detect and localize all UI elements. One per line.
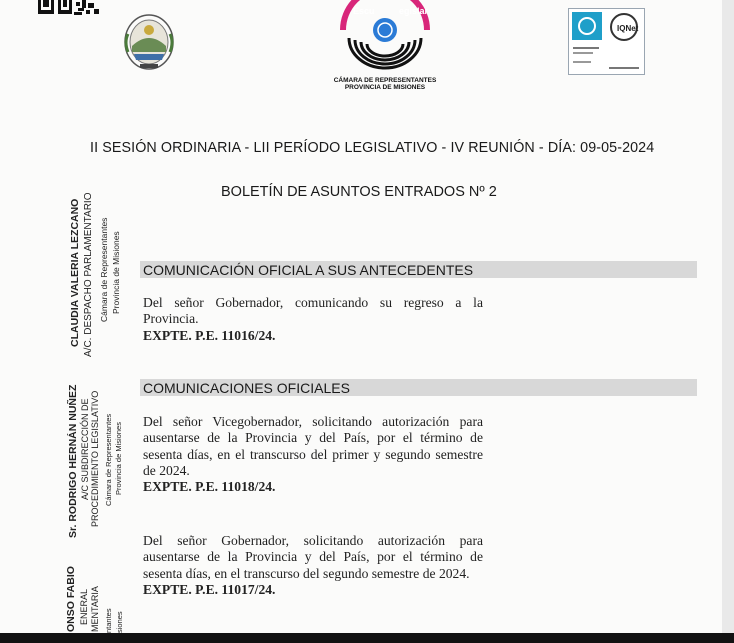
svg-text:IQNet: IQNet <box>617 24 639 33</box>
stamp-role-line1: A/C SUBDIRECCIÓN DE <box>80 398 90 500</box>
stamp-org-line1: ntantes <box>104 608 113 633</box>
chamber-logo-icon <box>335 0 435 70</box>
stamp-role-line2: MENTARIA <box>90 586 100 632</box>
page-edge-bottom <box>0 633 734 643</box>
stamp-name: CLAUDIA VALERIA LEZCANO <box>69 198 81 347</box>
section-title: COMUNICACIÓN OFICIAL A SUS ANTECEDENTES <box>143 262 474 278</box>
stamp-role-line2: PROCEDIMIENTO LEGISLATIVO <box>90 390 100 527</box>
stamp-name: ONSO FABIO <box>65 566 77 632</box>
stamp-org-line1: Cámara de Representantes <box>99 217 109 322</box>
entry-text: Del señor Gobernador, solicitando autorización para ausentarse de la Provincia y del País, por el término de sesenta días, en el transcurso del segundo semestre de 2024. <box>143 533 483 581</box>
stamp-role: A/C. DESPACHO PARLAMENTARIO <box>83 192 94 357</box>
certification-seal-icon <box>568 8 645 75</box>
bulletin-title: BOLETÍN DE ASUNTOS ENTRADOS Nº 2 <box>221 184 497 200</box>
stamp-org-line2: Provincia de Misiones <box>114 422 123 495</box>
svg-text:egislar: egislar <box>399 6 429 16</box>
entry-expte: EXPTE. P.E. 11018/24. <box>143 479 276 495</box>
section-header <box>140 261 697 278</box>
chamber-name-line2: PROVINCIA DE MISIONES <box>344 84 426 91</box>
chamber-name <box>300 77 470 91</box>
chamber-name-line1: CÁMARA DE REPRESENTANTES <box>333 77 437 84</box>
qr-code-icon <box>38 0 102 18</box>
page-edge-right <box>722 0 734 643</box>
stamp-role-line1: ENERAL <box>79 588 89 625</box>
section-title: COMUNICACIONES OFICIALES <box>143 380 350 396</box>
provincial-crest-icon <box>122 12 176 72</box>
section-header <box>140 379 697 396</box>
bulletin-entry <box>143 533 483 598</box>
stamp-org-line1: Cámara de Representantes <box>104 413 113 506</box>
entry-expte: EXPTE. P.E. 11017/24. <box>143 581 276 597</box>
session-line: II SESIÓN ORDINARIA - LII PERÍODO LEGISLATIVO - IV REUNIÓN - DÍA: 09-05-2024 <box>90 140 655 156</box>
stamp-name: Sr. RODRIGO HERNÁN NUÑEZ <box>67 384 79 538</box>
bulletin-entry <box>143 414 483 495</box>
bulletin-entry <box>143 295 483 344</box>
entry-text: Del señor Gobernador, comunicando su regreso a la Provincia. <box>143 295 483 327</box>
stamp-org-line2: Provincia de Misiones <box>111 231 121 314</box>
entry-expte: EXPTE. P.E. 11016/24. <box>143 327 276 343</box>
stamp-org-line2: siones <box>115 611 124 633</box>
svg-text:Escu: Escu <box>353 6 375 16</box>
entry-text: Del señor Vicegobernador, solicitando autorización para ausentarse de la Provincia y del País, por el término de sesenta días, en el transcurso del primer y segundo semestre de 2024. <box>143 414 483 478</box>
